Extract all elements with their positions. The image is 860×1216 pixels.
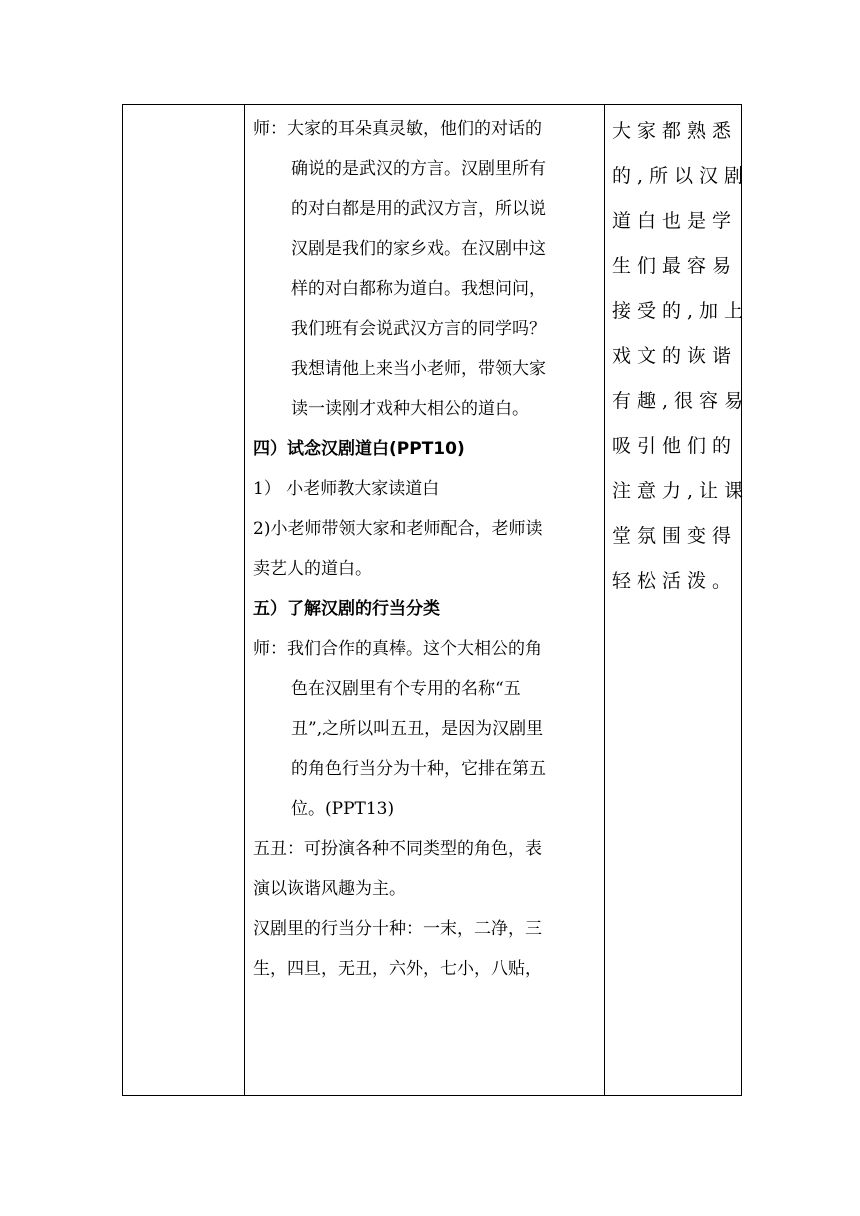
main-line-3: 的对白都是用的武汉方言，所以说: [291, 199, 546, 219]
main-line-21: 汉剧里的行当分十种：一末，二净，三: [253, 919, 542, 939]
note-line-3: 道白也是学: [612, 210, 738, 232]
main-line-4: 汉剧是我们的家乡戏。在汉剧中这: [291, 239, 546, 259]
note-line-9: 注意力,让课: [612, 480, 750, 502]
lesson-plan-table: [122, 104, 750, 1096]
main-line-17: 的角色行当分为十种，它排在第五: [291, 759, 546, 779]
note-line-11: 轻松活泼。: [612, 570, 738, 592]
main-line-20: 演以诙谐风趣为主。: [253, 879, 406, 899]
main-line-10: 1） 小老师教大家读道白: [253, 479, 440, 499]
note-line-1: 大家都熟悉: [612, 120, 738, 142]
main-line-19: 五丑：可扮演各种不同类型的角色，表: [253, 839, 542, 859]
note-line-7: 有趣,很容易: [612, 390, 750, 412]
main-line-15: 色在汉剧里有个专用的名称“五: [291, 679, 521, 699]
main-line-11: 2)小老师带领大家和老师配合，老师读: [253, 519, 543, 539]
main-line-7: 我想请他上来当小老师，带领大家: [291, 359, 546, 379]
note-line-8: 吸引他们的: [612, 435, 738, 457]
note-line-5: 接受的,加上: [612, 300, 750, 322]
teaching-process-column: [253, 109, 598, 989]
design-intent-column: [612, 109, 750, 604]
main-line-8: 读一读刚才戏种大相公的道白。: [291, 399, 529, 419]
section-heading-4: 四）试念汉剧道白(PPT10): [253, 439, 465, 459]
note-line-10: 堂氛围变得: [612, 525, 738, 547]
section-heading-5: 五）了解汉剧的行当分类: [253, 599, 440, 619]
column-divider-left: [244, 105, 245, 1095]
main-line-1: 师：大家的耳朵真灵敏，他们的对话的: [253, 119, 542, 139]
main-line-6: 我们班有会说武汉方言的同学吗？: [291, 319, 546, 339]
note-line-4: 生们最容易: [612, 255, 738, 277]
main-line-18: 位。(PPT13): [291, 799, 395, 819]
main-line-14: 师：我们合作的真棒。这个大相公的角: [253, 639, 542, 659]
note-line-2: 的,所以汉剧: [612, 165, 750, 187]
note-line-6: 戏文的诙谐: [612, 345, 738, 367]
main-line-22: 生，四旦，无丑，六外，七小，八贴，: [253, 959, 542, 979]
main-line-12: 卖艺人的道白。: [253, 559, 372, 579]
column-divider-right: [604, 105, 605, 1095]
main-line-5: 样的对白都称为道白。我想问问，: [291, 279, 546, 299]
main-line-16: 丑”,之所以叫五丑，是因为汉剧里: [291, 719, 544, 739]
main-line-2: 确说的是武汉的方言。汉剧里所有: [291, 159, 546, 179]
